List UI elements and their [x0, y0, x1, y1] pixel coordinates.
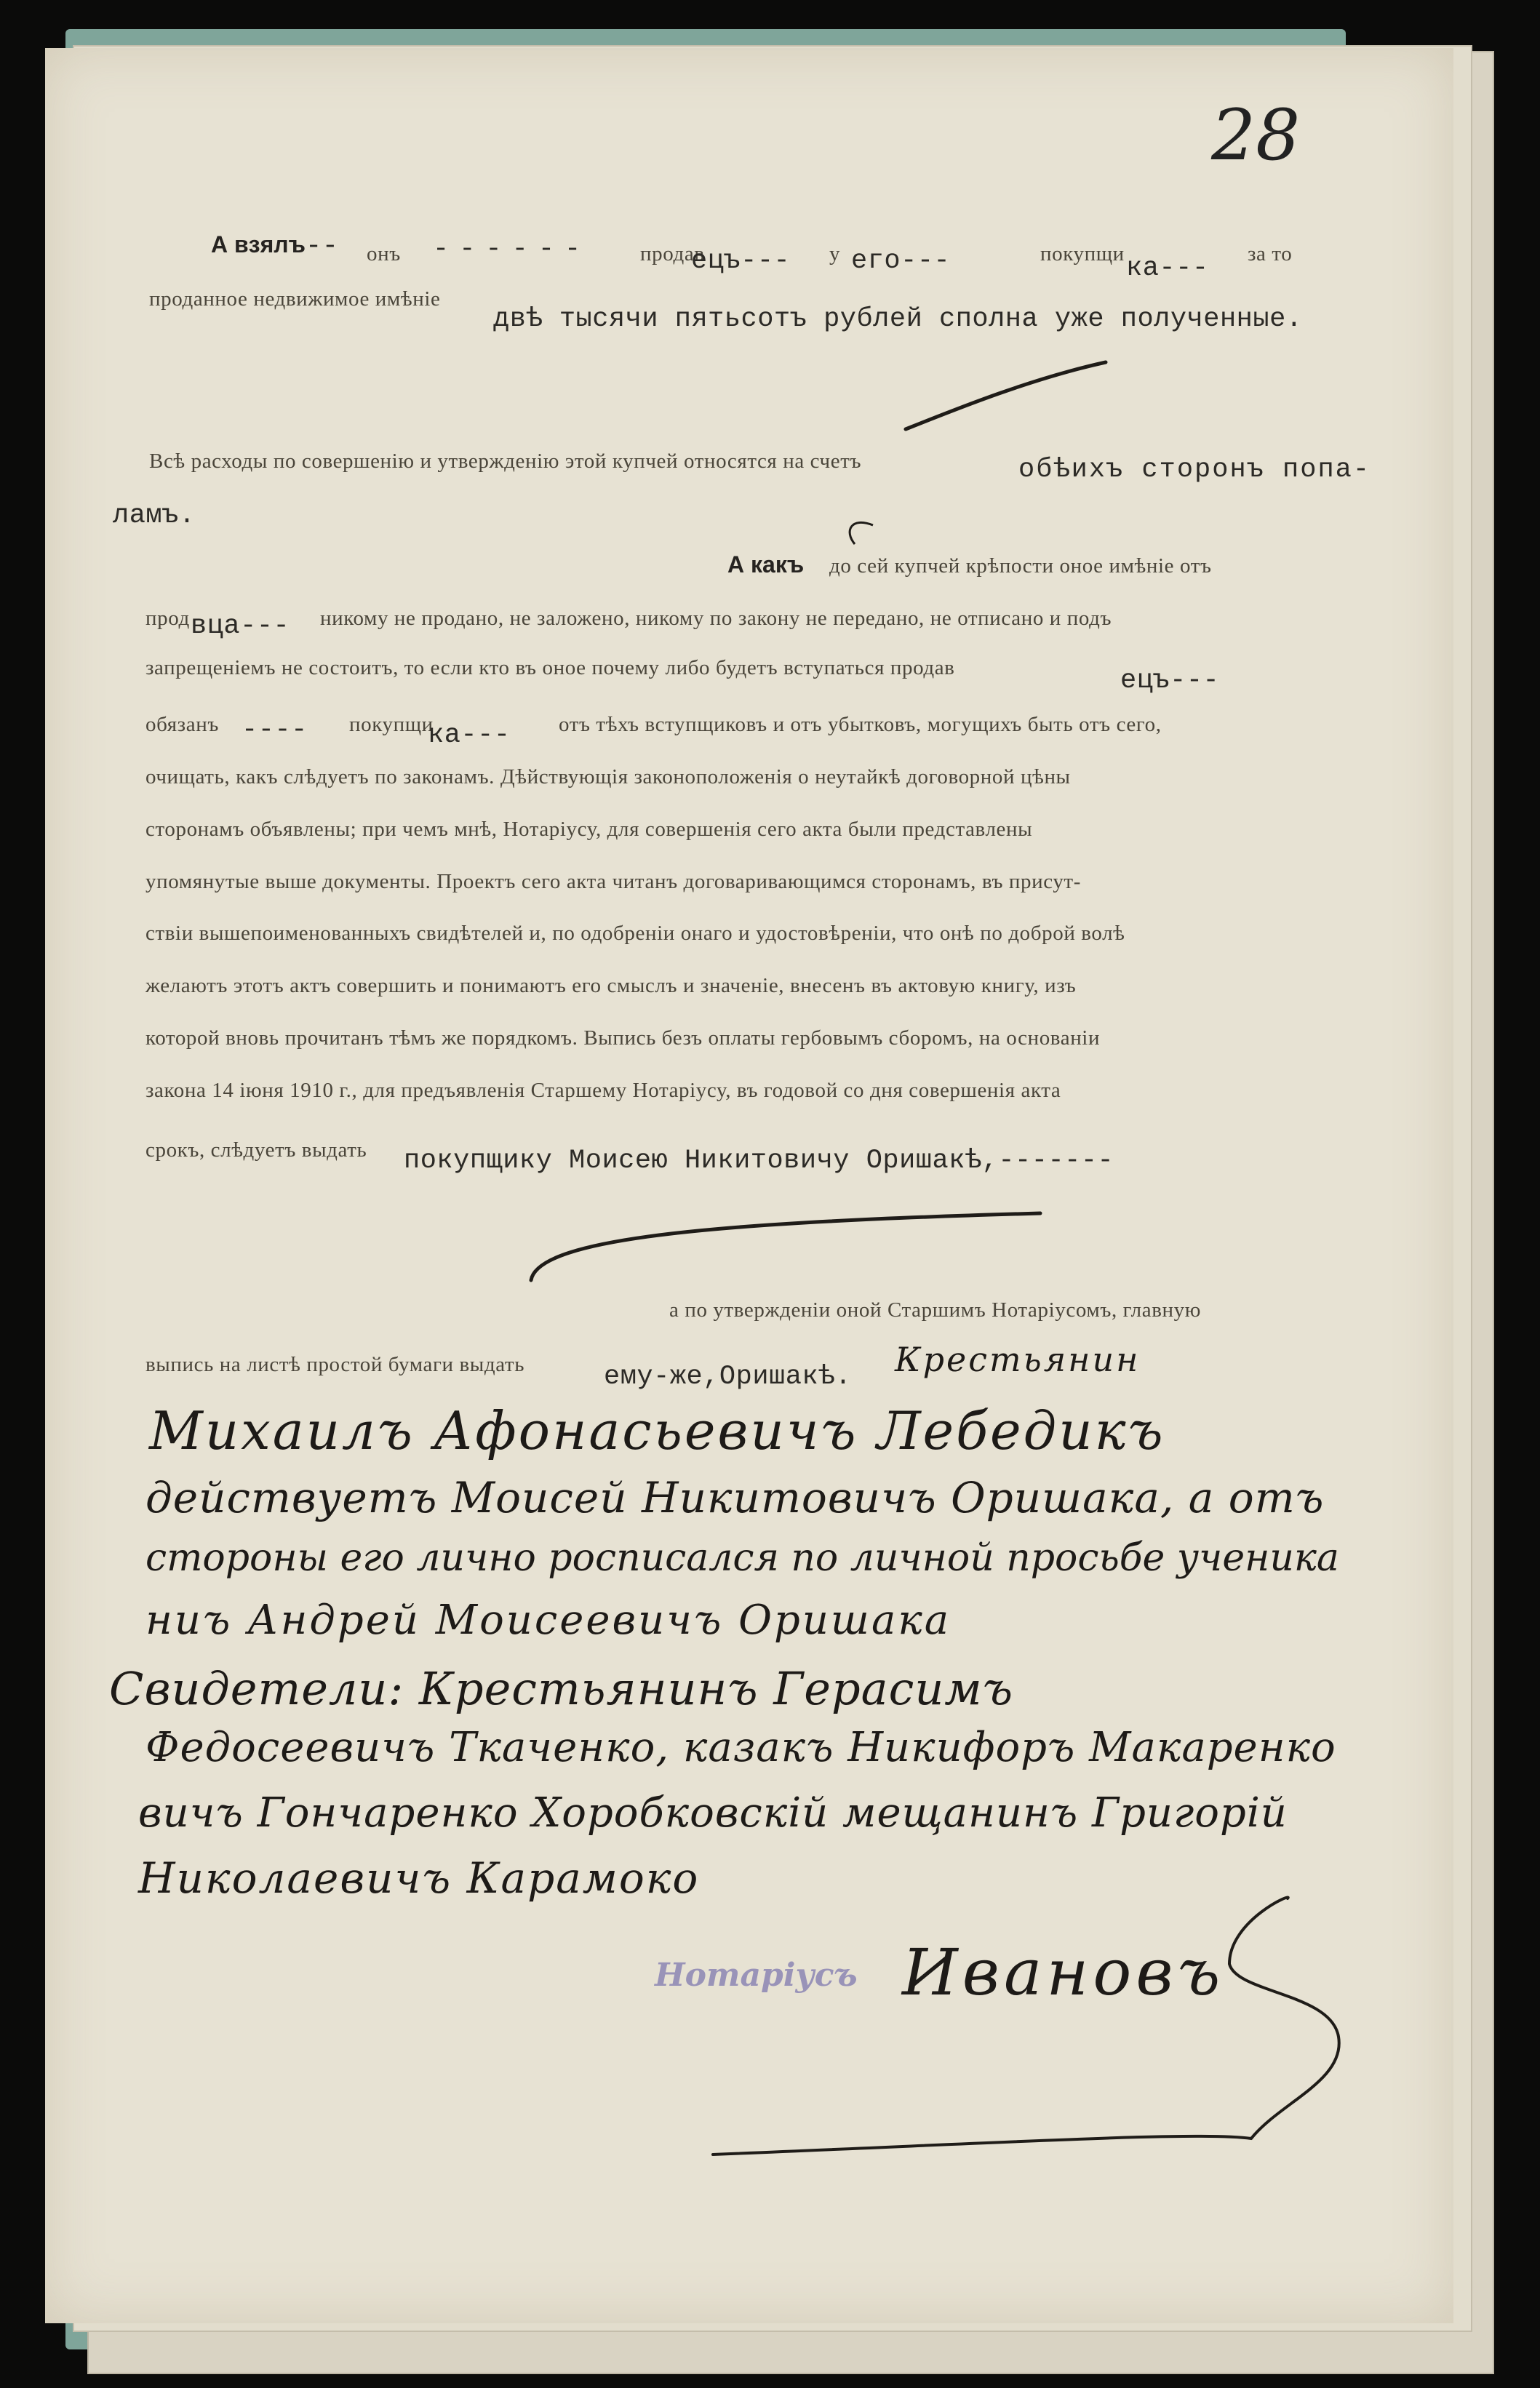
handwriting-line-4: ниъ Андрей Моисеевичъ Оришака [145, 1597, 951, 1644]
p3-line-3: запрещеніемъ не состоитъ, то если кто въ оное почему либо будетъ вступаться продав [145, 656, 955, 679]
handwriting-line-5: Свидетели: Крестьянинъ Герасимъ [109, 1662, 1014, 1715]
handwriting-line-3: стороны его лично росписался по личной просьбе ученика [145, 1536, 1339, 1580]
handwriting-line-1: Михаилъ Афонасьевичъ Лебедикъ [149, 1400, 1165, 1461]
ka2-fill: ка--- [428, 720, 511, 751]
p3-line-8: ствіи вышепоименованныхъ свидѣтелей и, по одобреніи онаго и удостовѣреніи, что онѣ по доброй волѣ [145, 922, 1125, 945]
pokupsch-label: покупщи [1040, 242, 1125, 265]
notary-signature: Ивановъ [902, 1935, 1225, 2010]
buyer-name: покупщику Моисею Никитовичу Оришакѣ,------- [404, 1146, 1114, 1176]
vzyal-dash: -- [306, 231, 339, 262]
page-number: 28 [1211, 95, 1301, 176]
vtsa-fill: вца--- [191, 611, 290, 642]
expenses-text: Всѣ расходы по совершенію и утвержденію этой купчей относятся на счетъ [149, 450, 862, 473]
expenses-fill: обѣихъ сторонъ попа- [1018, 455, 1371, 485]
handwriting-line-6: Федосеевичъ Ткаченко, казакъ Никифоръ Макаренко [145, 1724, 1336, 1771]
za-to-label: за то [1248, 242, 1293, 265]
p3-line-1: до сей купчей крѣпости оное имѣніе отъ [829, 554, 1212, 578]
ets-fill: ецъ--- [691, 246, 791, 276]
on-dash: ------ [433, 234, 591, 265]
prodav-label: продав [640, 242, 705, 265]
obyazan-dash: ---- [242, 715, 308, 746]
vzyal-label: А взялъ [211, 231, 306, 257]
p3-line-6: сторонамъ объявлены; при чемъ мнѣ, Нотаріусу, для совершенія сего акта были представлены [145, 818, 1033, 841]
p4-line-1: а по утвержденіи оной Старшимъ Нотаріусомъ, главную [669, 1298, 1201, 1322]
p3-line-9: желаютъ этотъ актъ совершить и понимаютъ его смыслъ и значеніе, внесенъ въ актовую книгу, изъ [145, 974, 1077, 997]
expenses-fill-2: ламъ. [113, 500, 196, 531]
a-kak-label: А какъ [727, 551, 805, 578]
ego-fill: его--- [851, 246, 951, 276]
prodannoe-label: проданное недвижимое имѣніе [149, 287, 441, 311]
p3-line-7: упомянутые выше документы. Проектъ сего акта читанъ договаривающимся сторонамъ, въ присут- [145, 870, 1081, 893]
recipient-name: ему-же,Оришакѣ. [604, 1362, 852, 1392]
p3-line-3-fill: ецъ--- [1120, 666, 1220, 696]
on-label: онъ [367, 242, 401, 265]
obyazan-label: обязанъ [145, 713, 219, 736]
handwriting-line-0: Крестьянин [895, 1340, 1141, 1379]
p3-line-4: отъ тѣхъ вступщиковъ и отъ убытковъ, могущихъ быть отъ сего, [559, 713, 1162, 736]
p3-line-12: срокъ, слѣдуетъ выдать [145, 1138, 367, 1162]
handwriting-line-7: вичъ Гончаренко Хоробковскій мещанинъ Григорій [138, 1789, 1288, 1837]
flourish-3 [531, 1213, 1040, 1280]
handwriting-line-8: Николаевичъ Карамоко [138, 1853, 700, 1903]
amount-text: двѣ тысячи пятьсотъ рублей сполна уже полученные. [493, 304, 1303, 335]
p3-line-5: очищать, какъ слѣдуетъ по законамъ. Дѣйствующія законоположенія о неутайкѣ договорной цѣны [145, 765, 1071, 788]
signature-flourish [713, 1897, 1339, 2155]
ka-fill: ка--- [1126, 253, 1209, 284]
p3-line-11: закона 14 іюня 1910 г., для предъявленія Старшему Нотаріусу, въ годовой со дня совершенія акта [145, 1079, 1061, 1102]
p3-line-10: которой вновь прочитанъ тѣмъ же порядкомъ. Выпись безъ оплаты гербовымъ сборомъ, на основаніи [145, 1026, 1101, 1050]
u-label: у [829, 242, 841, 265]
flourish-1 [906, 362, 1106, 429]
notary-stamp: Нотаріусъ [655, 1957, 858, 1994]
prod-label: прод [145, 607, 190, 630]
p3-line-2: никому не продано, не заложено, никому по закону не передано, не отписано и подъ [320, 607, 1112, 630]
pokupsch2-label: покупщи [349, 713, 434, 736]
handwriting-line-2: действуетъ Моисей Никитовичъ Оришака, а отъ [145, 1473, 1325, 1522]
p4-line-2: выпись на листѣ простой бумаги выдать [145, 1353, 525, 1376]
flourish-2 [850, 522, 873, 544]
